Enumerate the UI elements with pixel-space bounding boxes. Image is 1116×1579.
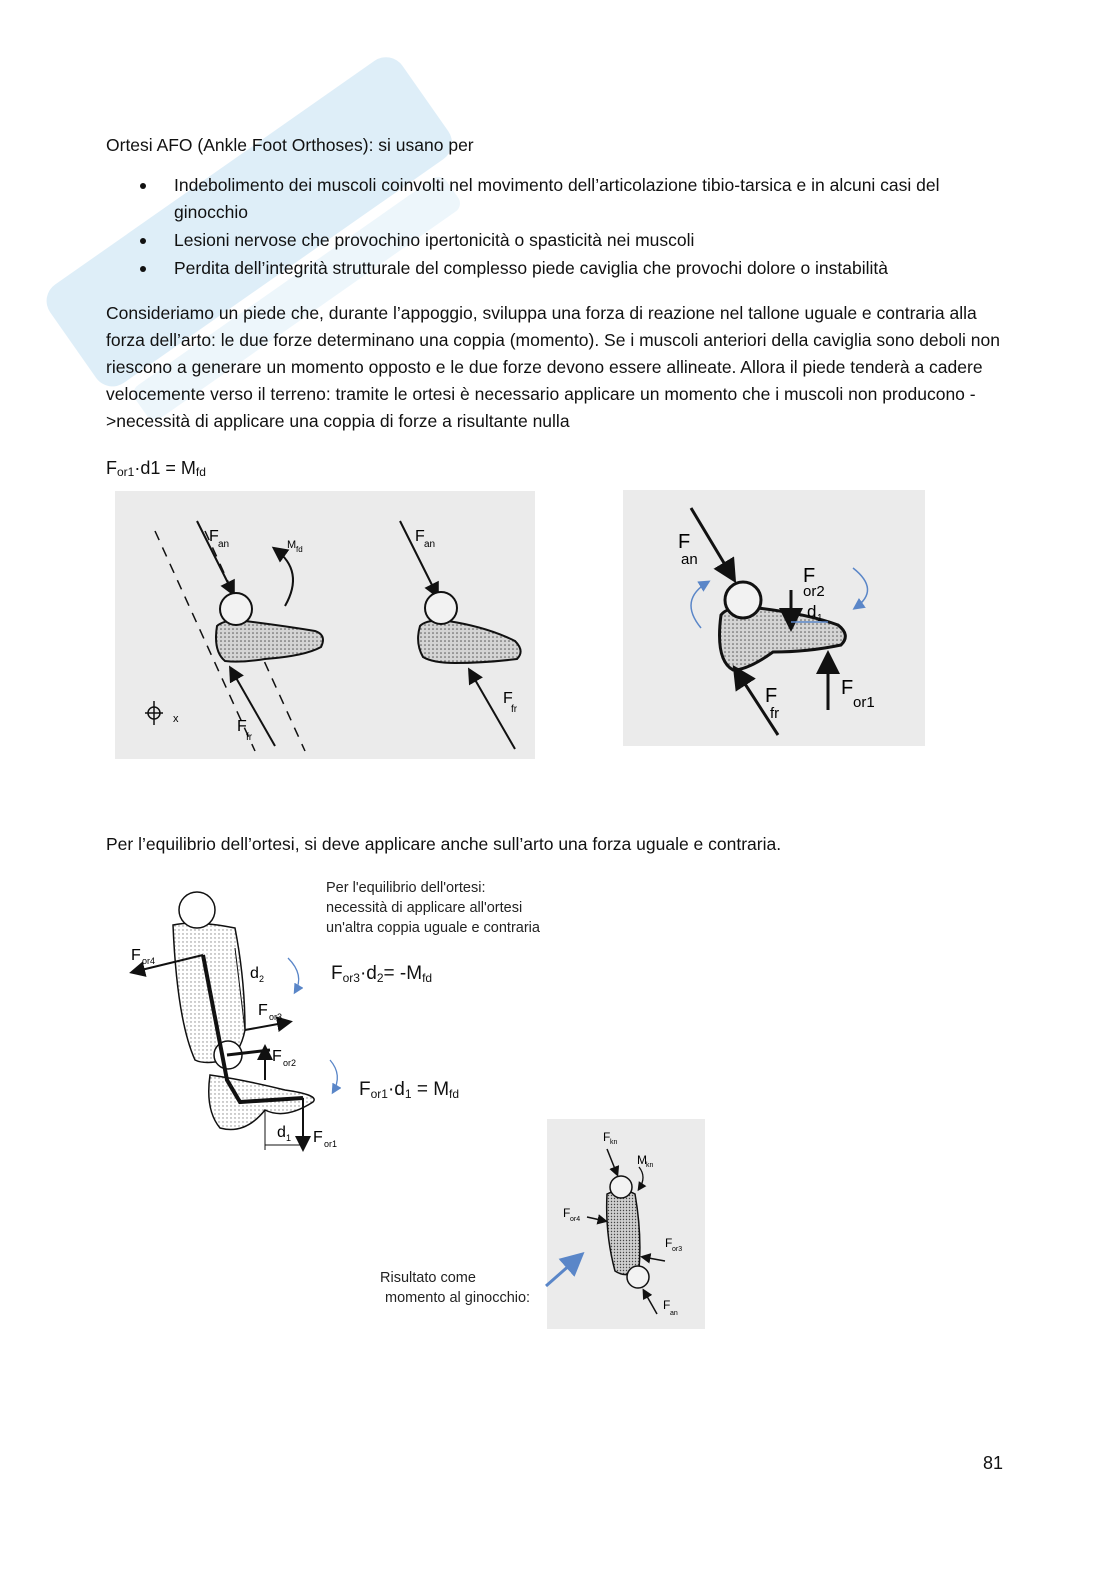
pointer-arrow-icon [538, 1248, 588, 1292]
svg-text:F: F [503, 690, 513, 707]
rotation-arrow-icon [330, 1060, 337, 1092]
equilibrium-caption: Per l'equilibrio dell'ortesi: necessità di applicare all'ortesi un'altra coppia uguale e contraria [326, 880, 540, 936]
figure-knee-moment [547, 1119, 705, 1334]
bullet-list [140, 172, 1000, 283]
svg-text:F: F [313, 1129, 323, 1146]
svg-text:F: F [563, 1206, 571, 1220]
svg-text:F: F [841, 677, 854, 699]
svg-text:d: d [250, 965, 259, 982]
svg-text:or4: or4 [142, 956, 156, 966]
figure-foot-forces [115, 491, 535, 764]
svg-text:F: F [603, 1130, 611, 1144]
knee-caption: Risultato come momento al ginocchio: [380, 1270, 531, 1306]
svg-text:F: F [131, 947, 141, 964]
svg-text:or3: or3 [269, 1012, 283, 1022]
svg-text:d: d [807, 602, 817, 621]
svg-text:an: an [424, 539, 436, 550]
bullet-dot-icon [140, 238, 146, 244]
svg-text:kn: kn [610, 1139, 618, 1146]
svg-text:or2: or2 [803, 583, 825, 600]
svg-text:or4: or4 [570, 1216, 581, 1223]
bullet-dot-icon [140, 266, 146, 272]
equation-for3-d2: $F_{or3}\cdot d_2= -M_{fd}$ [331, 963, 433, 985]
svg-text:F: F [663, 1298, 671, 1312]
svg-text:M: M [637, 1153, 647, 1167]
svg-text:F: F [237, 718, 247, 735]
formula-for1-d1: $F_{or1}\cdot d1 = M_{fd}$ [106, 458, 206, 479]
figure-foot-orthosis [623, 490, 925, 751]
svg-text:kn: kn [646, 1162, 654, 1169]
svg-text:F: F [678, 531, 691, 553]
svg-text:1: 1 [286, 1133, 292, 1143]
bullet-dot-icon [140, 183, 146, 189]
rotation-arrow-icon [288, 958, 299, 992]
svg-text:F: F [272, 1048, 282, 1065]
svg-text:an: an [681, 551, 698, 568]
bullet-item: Lesioni nervose che provochino ipertonicità o spasticità nei muscoli [140, 227, 1000, 254]
bullet-item: Perdita dell’integrità strutturale del complesso piede caviglia che provochi dolore o instabilità [140, 255, 1000, 282]
svg-text:F: F [765, 685, 778, 707]
intro-text: Ortesi AFO (Ankle Foot Orthoses): si usano per [106, 135, 474, 155]
axis-x-label: x [173, 713, 179, 725]
bullet-item: Indebolimento dei muscoli coinvolti nel movimento dell’articolazione tibio-tarsica e in alcuni casi del ginocchio [140, 172, 1000, 226]
equation-for1-d1: $F_{or1}\cdot d_1 = M_{fd}$ [359, 1079, 460, 1101]
svg-text:fr: fr [770, 705, 780, 722]
svg-text:F: F [258, 1002, 268, 1019]
svg-text:or1: or1 [853, 694, 875, 711]
svg-text:F: F [803, 565, 816, 587]
page-number: 81 [982, 1453, 1003, 1473]
svg-text:an: an [218, 539, 230, 550]
svg-text:F: F [209, 528, 219, 545]
svg-text:d: d [277, 1124, 286, 1141]
svg-text:M: M [287, 539, 297, 551]
svg-text:or3: or3 [672, 1246, 683, 1253]
equilibrium-text: Per l’equilibrio dell’ortesi, si deve applicare anche sull’arto una forza uguale e contraria. [106, 834, 782, 854]
svg-text:1: 1 [817, 613, 823, 624]
svg-text:or1: or1 [324, 1139, 338, 1149]
svg-text:fr: fr [511, 704, 518, 715]
svg-text:fd: fd [296, 545, 303, 554]
svg-text:F: F [665, 1236, 673, 1250]
svg-text:or2: or2 [283, 1058, 297, 1068]
body-paragraph: Consideriamo un piede che, durante l’appoggio, sviluppa una forza di reazione nel tallone uguale e contraria alla forza dell’arto: le due forze determinano una coppia (momento). Se i muscoli anteriori della caviglia sono deboli non riescono a generare un momento opposto e le due forze devono essere allineate. Allora il piede tenderà a cadere velocemente verso il terreno: tramite le ortesi è necessario applicare un momento che i muscoli non producono ->necessità di applicare una coppia di forze a risultante nulla [106, 303, 1000, 431]
svg-text:F: F [415, 528, 425, 545]
svg-text:2: 2 [259, 974, 265, 984]
svg-text:fr: fr [246, 732, 253, 743]
svg-text:an: an [670, 1310, 678, 1317]
